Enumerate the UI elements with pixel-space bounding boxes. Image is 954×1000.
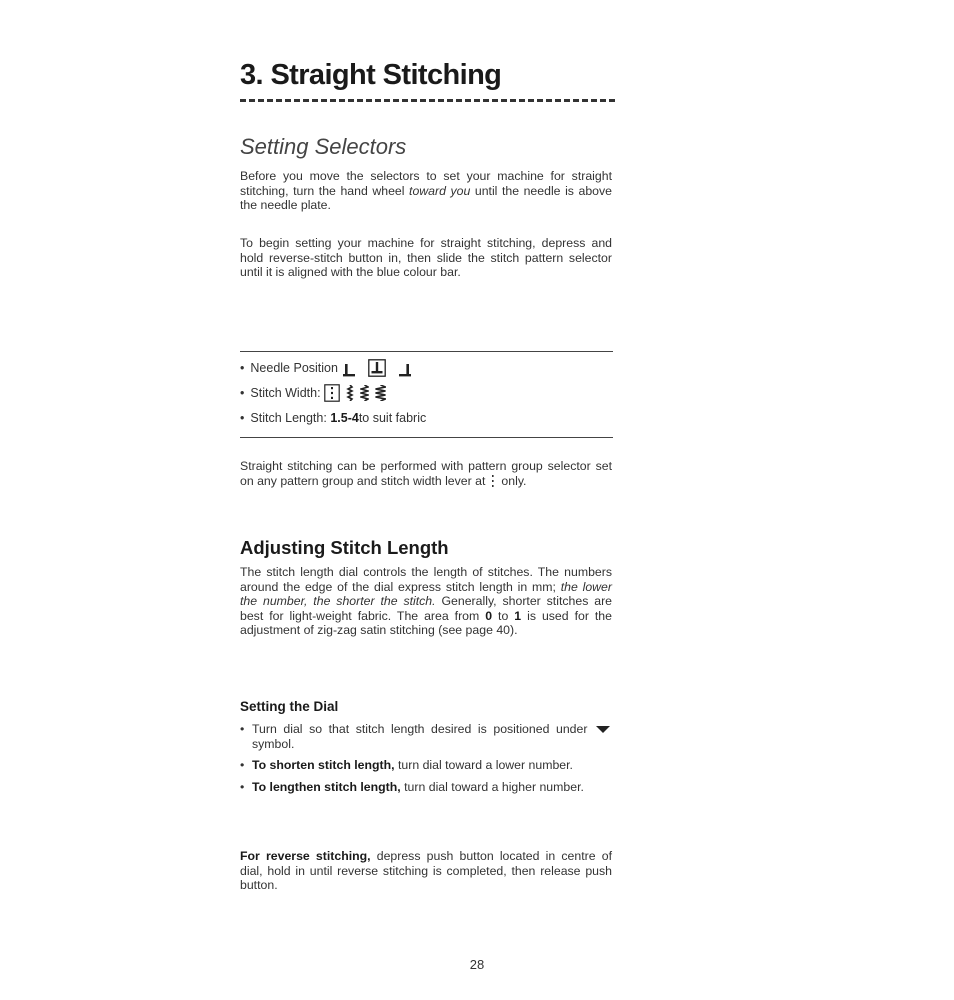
reverse-stitching-paragraph: For reverse stitching, depress push button located in centre of dial, hold in until reverse stitching is completed, then release push button. xyxy=(240,849,612,893)
adjusting-stitch-length-heading: Adjusting Stitch Length xyxy=(240,537,449,558)
setting-the-dial-heading: Setting the Dial xyxy=(240,699,339,714)
needle-left-icon xyxy=(342,363,356,377)
settings-top-rule xyxy=(240,351,613,352)
needle-center-selected-icon xyxy=(368,359,386,377)
needle-position-setting: • Needle Position xyxy=(240,355,612,380)
stitch-width-straight-selected-icon xyxy=(324,384,340,402)
zigzag-medium-icon xyxy=(360,385,369,401)
needle-right-icon xyxy=(398,363,412,377)
zigzag-wide-icon xyxy=(375,385,386,401)
stitch-length-label: Stitch Length: xyxy=(250,410,327,425)
zigzag-narrow-icon xyxy=(346,385,354,401)
list-item: • Turn dial so that stitch length desired is positioned under symbol. xyxy=(240,722,612,751)
straight-stitch-dots-icon xyxy=(491,475,495,488)
stitch-length-suffix: to suit fabric xyxy=(358,410,427,425)
begin-setting-paragraph: To begin setting your machine for straight stitching, depress and hold reverse-stitch button in, then slide the stitch pattern selector until it is aligned with the blue colour bar. xyxy=(240,236,612,280)
page-number: 28 xyxy=(469,957,485,972)
setting-selectors-heading: Setting Selectors xyxy=(240,134,407,159)
adjusting-paragraph: The stitch length dial controls the length of stitches. The numbers around the edge of the dial express stitch length in mm; the lower the number, the shorter the stitch. Generally, shorter stitches are best for light-weight fabric. The area from 0 to 1 is used for the adjustment of zig-zag satin stitching (see page 40). xyxy=(240,565,613,638)
list-item: • To lengthen stitch length, turn dial toward a higher number. xyxy=(240,780,612,795)
needle-position-label: Needle Position xyxy=(250,360,338,375)
settings-bottom-rule xyxy=(240,437,613,438)
stitch-width-label: Stitch Width: xyxy=(250,385,321,400)
stitch-width-setting: • Stitch Width: xyxy=(240,380,612,405)
intro-paragraph: Before you move the selectors to set your machine for straight stitching, turn the hand wheel toward you until the needle is above the needle plate. xyxy=(240,169,612,213)
title-underline xyxy=(240,99,615,102)
settings-list xyxy=(240,355,612,430)
straight-stitching-note: Straight stitching can be performed with pattern group selector set on any pattern group and stitch width lever at only. xyxy=(240,459,612,488)
stitch-length-setting: • Stitch Length: 1.5-4 to suit fabric xyxy=(240,410,427,425)
list-item: • To shorten stitch length, turn dial toward a lower number. xyxy=(240,758,612,773)
setting-dial-list xyxy=(240,722,612,801)
stitch-length-value: 1.5-4 xyxy=(330,410,359,425)
page-title: 3. Straight Stitching xyxy=(240,59,502,91)
down-triangle-symbol-icon xyxy=(596,726,610,733)
